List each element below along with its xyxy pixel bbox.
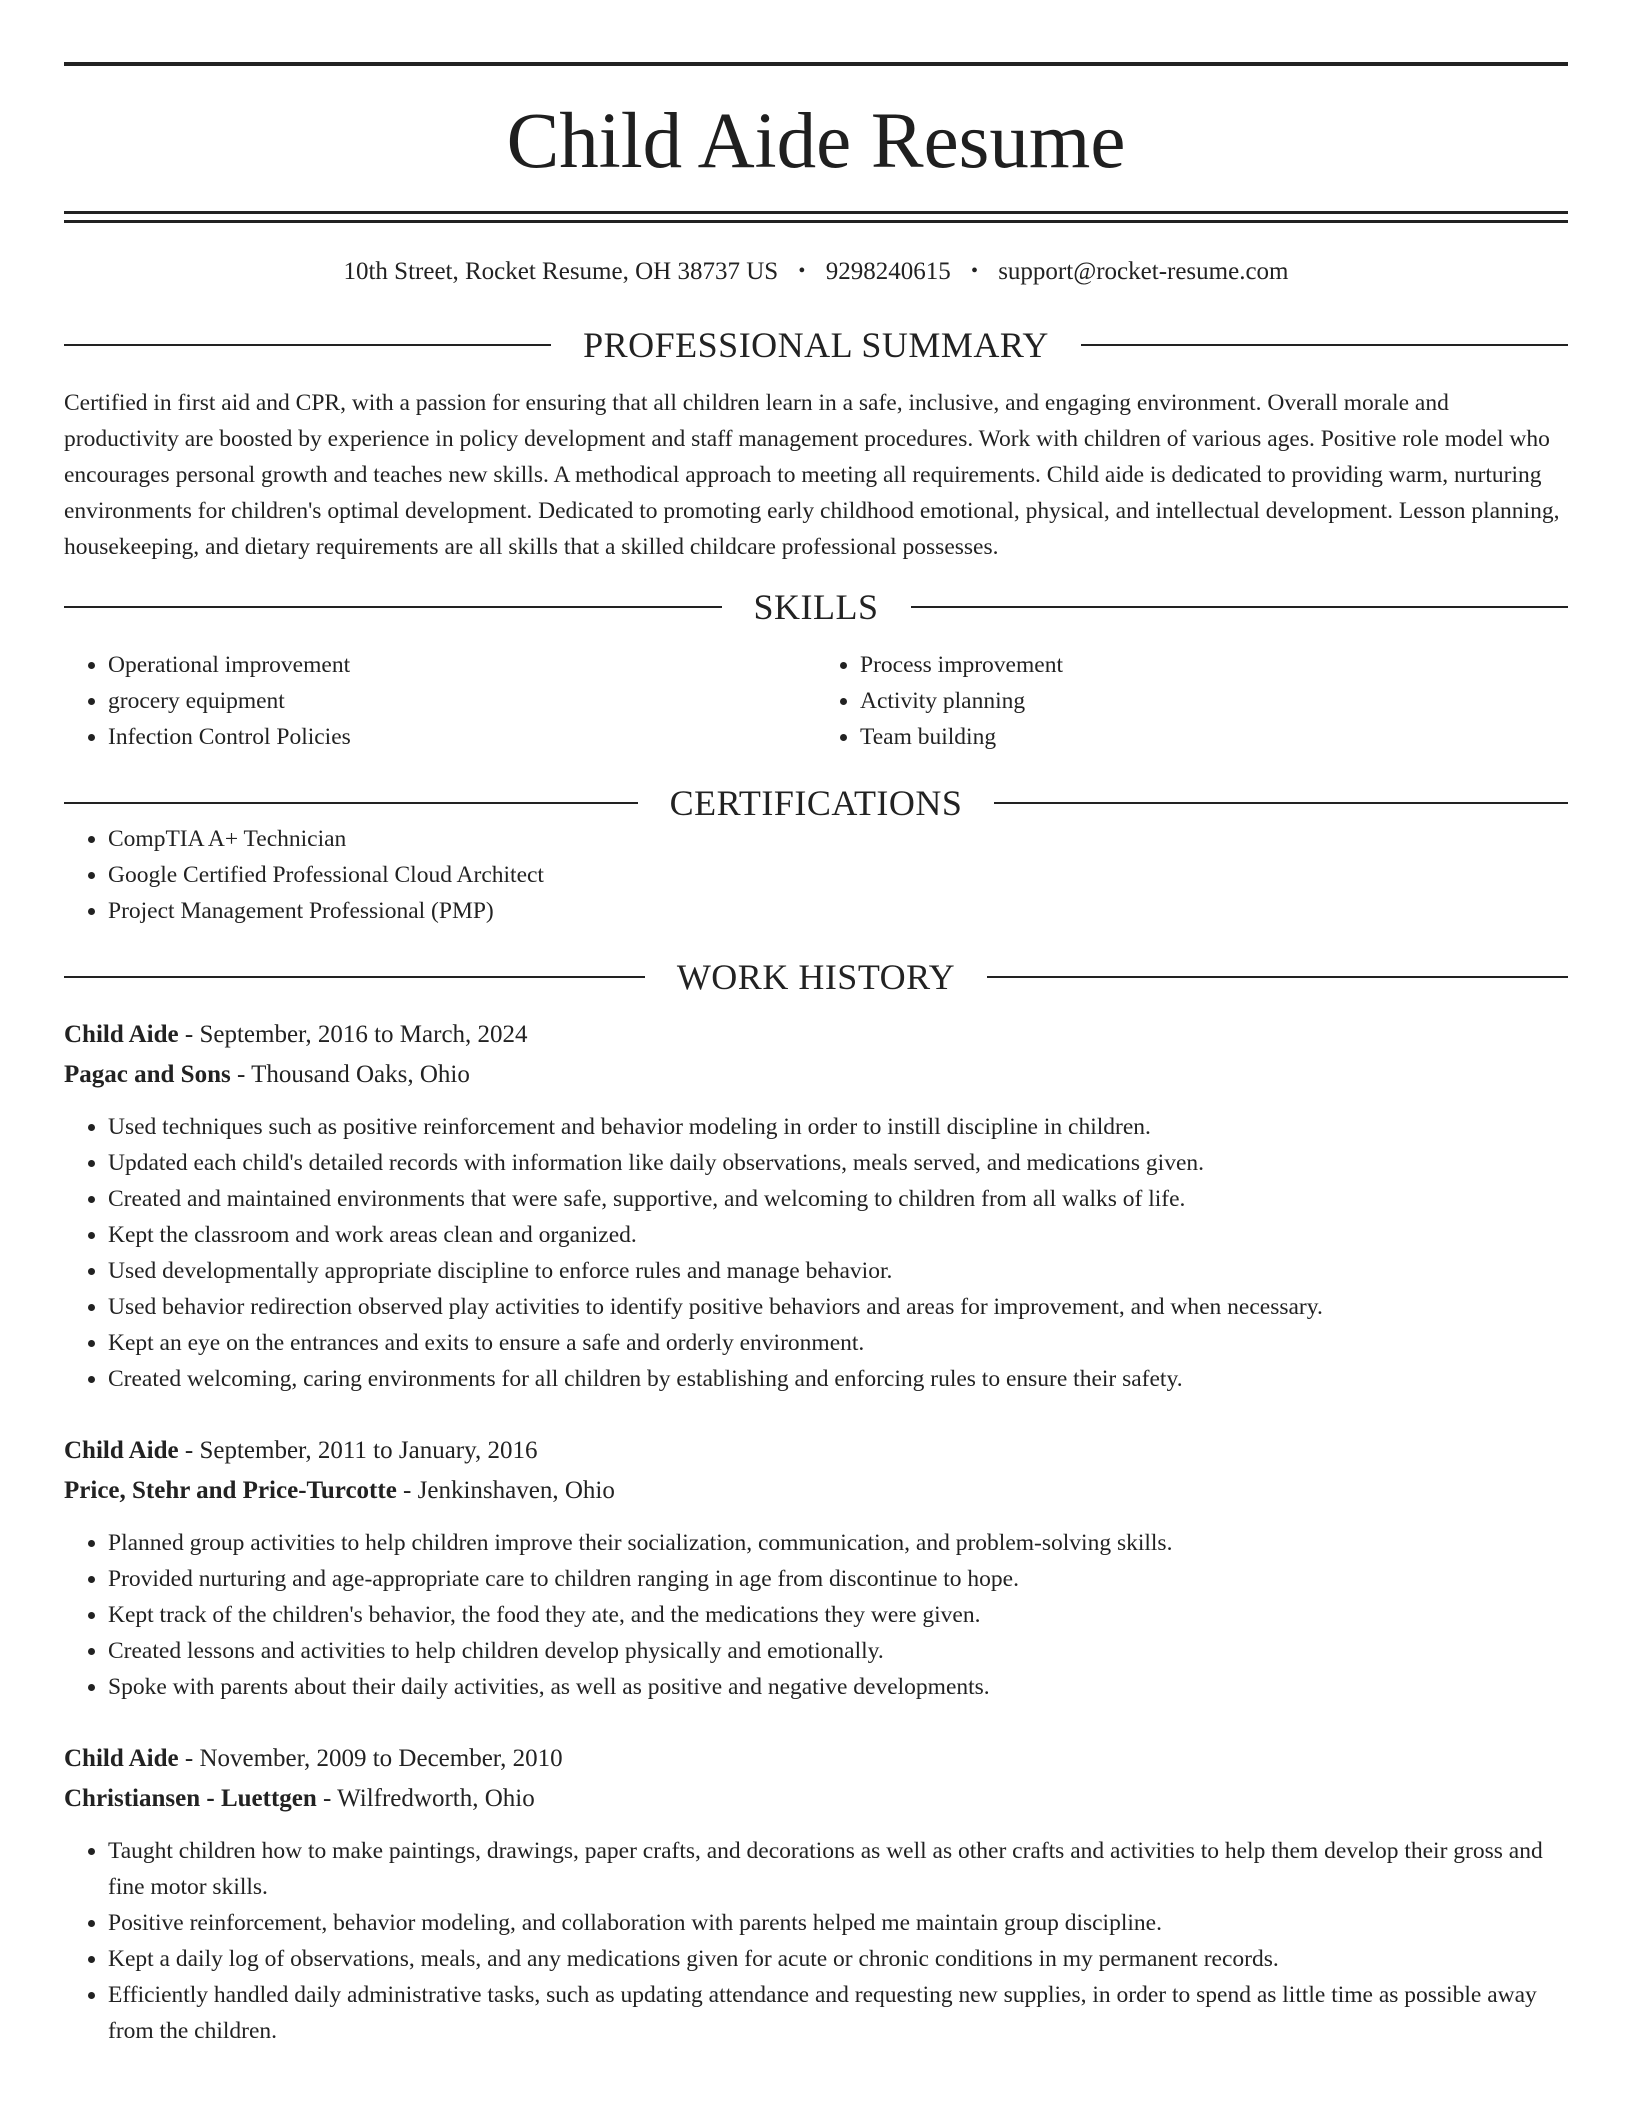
- job-duty: • Efficiently handled daily administrative tasks, such as updating attendance and requesting new supplies, in order to spend as little time as possible away from the children.: [108, 1977, 1568, 2049]
- job-company: Christiansen - Luettgen: [64, 1784, 317, 1812]
- section-header-certifications: [64, 782, 1568, 823]
- job-duty: • Created welcoming, caring environments for all children by establishing and enforcing rules to ensure their safety.: [108, 1361, 1568, 1397]
- certification-item: • Project Management Professional (PMP): [108, 893, 1568, 929]
- contact-separator: •: [798, 260, 806, 282]
- job-company-line: [64, 1471, 1568, 1511]
- section-rule-right: [1081, 344, 1568, 346]
- job-title-line: [64, 1431, 1568, 1471]
- top-rule: [64, 62, 1568, 66]
- section-rule-left: [64, 606, 722, 608]
- job-duty: • Used techniques such as positive reinforcement and behavior modeling in order to instill discipline in children.: [108, 1109, 1568, 1145]
- job-title-line: [64, 1739, 1568, 1779]
- skill-item: • Team building: [860, 719, 1568, 755]
- job-duty: • Provided nurturing and age-appropriate care to children ranging in age from discontinue to hope.: [108, 1561, 1568, 1597]
- skill-item: • Process improvement: [860, 647, 1568, 683]
- job-duty: • Planned group activities to help children improve their socialization, communication, and problem-solving skills.: [108, 1525, 1568, 1561]
- job-location: - Jenkinshaven, Ohio: [396, 1476, 615, 1504]
- section-title-work-history: WORK HISTORY: [676, 956, 956, 997]
- job-duties-list: [64, 1525, 1568, 1705]
- section-header-summary: [64, 327, 1568, 363]
- job-company-line: [64, 1779, 1568, 1819]
- job-duty: • Kept track of the children's behavior, the food they ate, and the medications they were given.: [108, 1597, 1568, 1633]
- job-duty: • Created and maintained environments that were safe, supportive, and welcoming to children from all walks of life.: [108, 1181, 1568, 1217]
- job-company-line: [64, 1055, 1568, 1095]
- job-duty: • Updated each child's detailed records with information like daily observations, meals served, and medications given.: [108, 1145, 1568, 1181]
- contact-separator: •: [970, 260, 978, 282]
- skills-columns: [64, 647, 1568, 755]
- section-rule-left: [64, 344, 551, 346]
- job-duty: • Kept the classroom and work areas clean and organized.: [108, 1217, 1568, 1253]
- contact-email: support@rocket-resume.com: [998, 258, 1289, 285]
- job-duty: • Positive reinforcement, behavior modeling, and collaboration with parents helped me maintain group discipline.: [108, 1905, 1568, 1941]
- certification-item: • CompTIA A+ Technician: [108, 821, 1568, 857]
- job-duty: • Kept a daily log of observations, meals, and any medications given for acute or chronic conditions in my permanent records.: [108, 1941, 1568, 1977]
- job-title-line: [64, 1015, 1568, 1055]
- section-rule-right: [987, 976, 1568, 978]
- contact-phone: 9298240615: [825, 258, 951, 285]
- job-title: Child Aide: [64, 1744, 179, 1772]
- section-rule-left: [64, 802, 638, 804]
- section-rule-right: [994, 802, 1568, 804]
- job-duty: • Taught children how to make paintings, drawings, paper crafts, and decorations as well as other crafts and activities to help them develop their gross and fine motor skills.: [108, 1833, 1568, 1905]
- job-duty: • Used behavior redirection observed play activities to identify positive behaviors and areas for improvement, and when necessary.: [108, 1289, 1568, 1325]
- job-duty: • Created lessons and activities to help children develop physically and emotionally.: [108, 1633, 1568, 1669]
- skill-item: • Infection Control Policies: [108, 719, 816, 755]
- skill-item: • Operational improvement: [108, 647, 816, 683]
- job-company: Price, Stehr and Price-Turcotte: [64, 1476, 397, 1504]
- job-entry: [64, 1431, 1568, 1705]
- summary-text: Certified in first aid and CPR, with a passion for ensuring that all children learn in a safe, inclusive, and engaging environment. Overall morale and productivity are boosted by experience in policy development and staff management procedures. Work with children of various ages. Positive role model who encourages personal growth and teaches new skills. A methodical approach to meeting all requirements. Child aide is dedicated to providing warm, nurturing environments for children's optimal development. Dedicated to promoting early childhood emotional, physical, and intellectual development. Lesson planning, housekeeping, and dietary requirements are all skills that a skilled childcare professional possesses.: [64, 390, 1560, 560]
- job-duty: • Used developmentally appropriate discipline to enforce rules and manage behavior.: [108, 1253, 1568, 1289]
- job-location: - Wilfredworth, Ohio: [316, 1784, 535, 1812]
- job-dates: - September, 2016 to March, 2024: [178, 1020, 528, 1048]
- job-dates: - September, 2011 to January, 2016: [178, 1436, 538, 1464]
- job-company: Pagac and Sons: [64, 1060, 231, 1088]
- section-title-skills: SKILLS: [753, 586, 879, 627]
- certification-item: • Google Certified Professional Cloud Architect: [108, 857, 1568, 893]
- section-rule-right: [911, 606, 1569, 608]
- section-title-summary: PROFESSIONAL SUMMARY: [583, 325, 1049, 365]
- job-title: Child Aide: [64, 1436, 179, 1464]
- job-entry: [64, 1015, 1568, 1397]
- contact-address: 10th Street, Rocket Resume, OH 38737 US: [343, 258, 779, 285]
- job-dates: - November, 2009 to December, 2010: [178, 1744, 563, 1772]
- job-title: Child Aide: [64, 1020, 179, 1048]
- job-entry: [64, 1739, 1568, 2049]
- certifications-list: [64, 821, 1568, 929]
- job-duties-list: [64, 1109, 1568, 1397]
- section-header-skills: [64, 586, 1568, 627]
- section-header-work-history: [64, 956, 1568, 997]
- contact-line: [64, 257, 1568, 287]
- section-rule-left: [64, 976, 645, 978]
- job-duties-list: [64, 1833, 1568, 2049]
- skills-list-left: [64, 647, 816, 755]
- skill-item: • Activity planning: [860, 683, 1568, 719]
- section-title-certifications: CERTIFICATIONS: [669, 782, 963, 823]
- job-duty: • Kept an eye on the entrances and exits to ensure a safe and orderly environment.: [108, 1325, 1568, 1361]
- skills-list-right: [816, 647, 1568, 755]
- job-location: - Thousand Oaks, Ohio: [230, 1060, 470, 1088]
- title-double-rule: [64, 211, 1568, 223]
- skill-item: • grocery equipment: [108, 683, 816, 719]
- resume-title: Child Aide Resume: [506, 98, 1126, 185]
- job-duty: • Spoke with parents about their daily activities, as well as positive and negative developments.: [108, 1669, 1568, 1705]
